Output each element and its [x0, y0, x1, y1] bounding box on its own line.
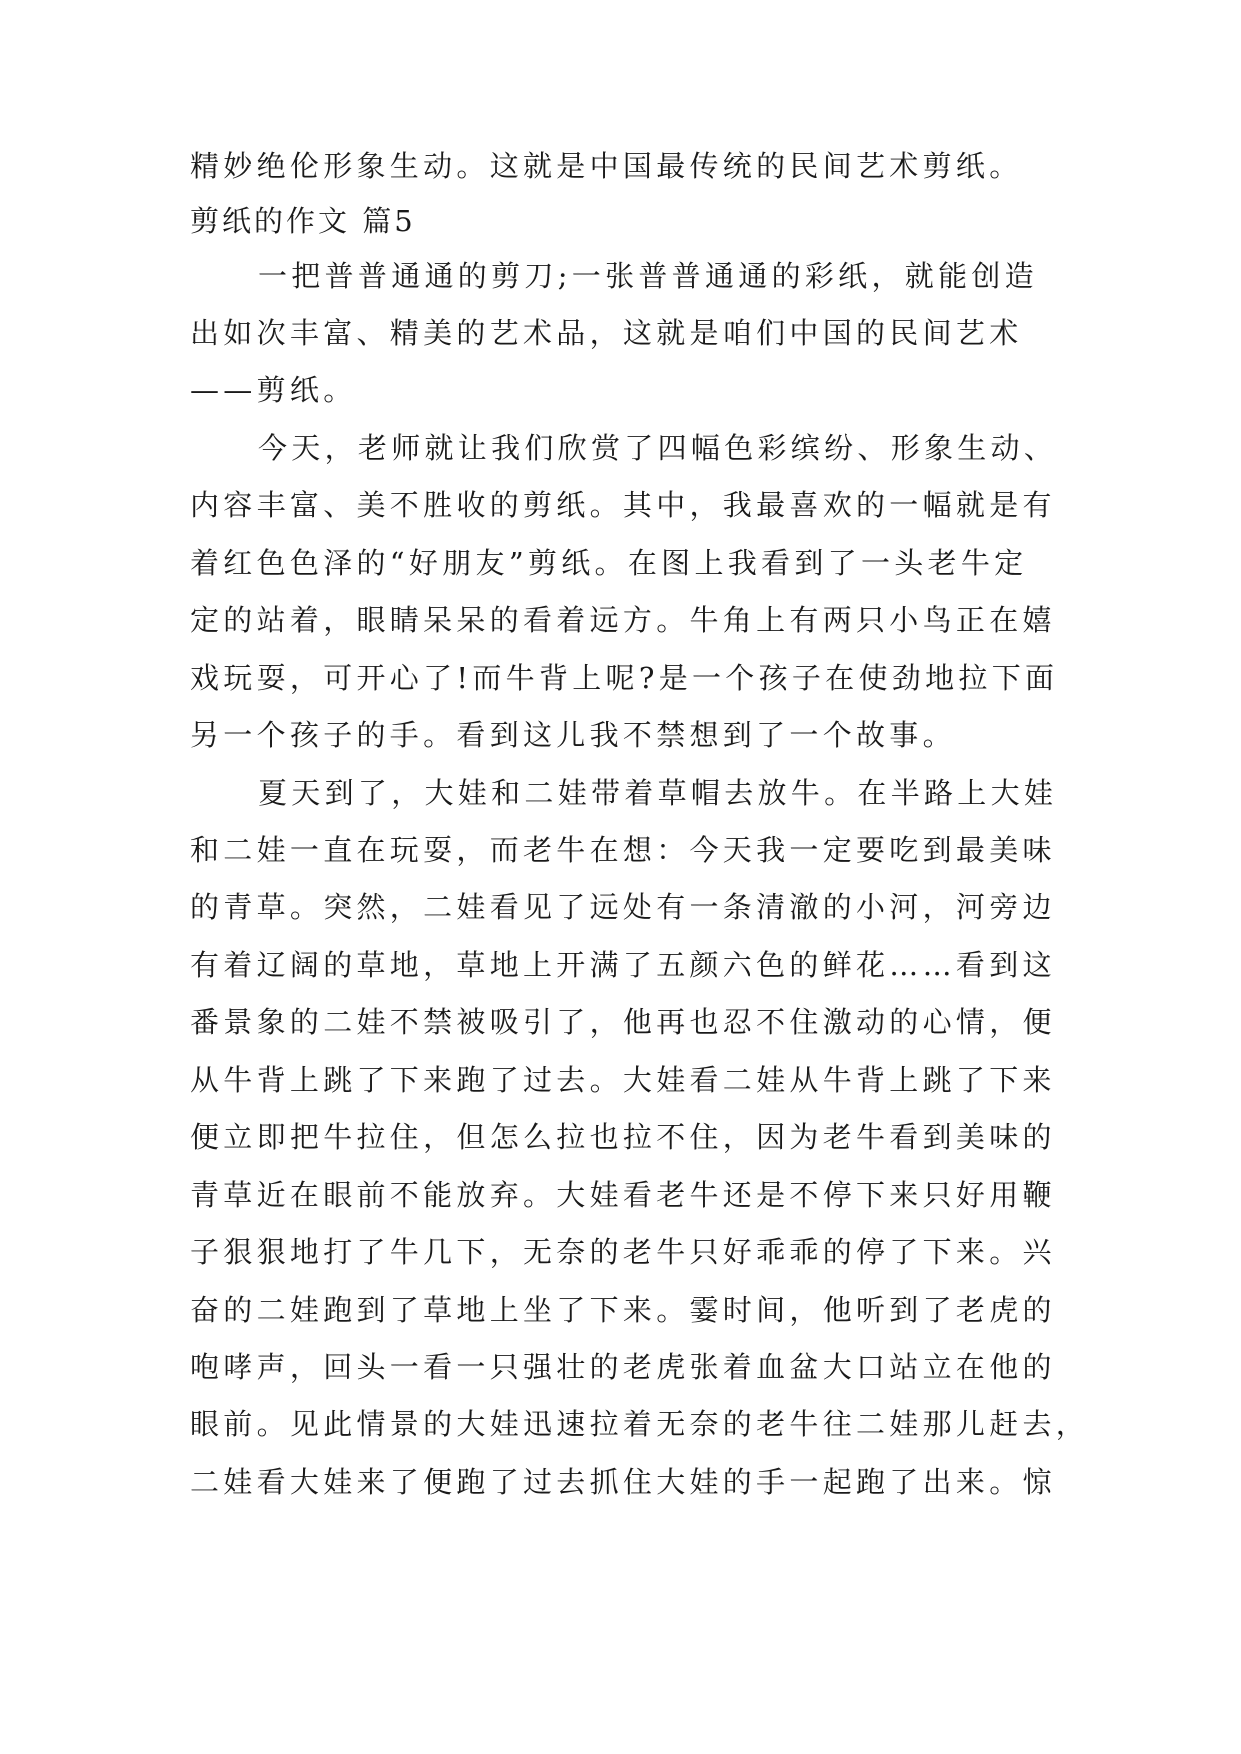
- paragraph-line: 有着辽阔的草地，草地上开满了五颜六色的鲜花……看到这: [190, 948, 1056, 982]
- paragraph-line: 咆哮声，回头一看一只强壮的老虎张着血盆大口站立在他的: [190, 1350, 1056, 1384]
- paragraph-line: 内容丰富、美不胜收的剪纸。其中，我最喜欢的一幅就是有: [190, 488, 1056, 522]
- paragraph-line: 二娃看大娃来了便跑了过去抓住大娃的手一起跑了出来。惊: [190, 1465, 1056, 1499]
- paragraph-line: 和二娃一直在玩耍，而老牛在想：今天我一定要吃到最美味: [190, 833, 1056, 867]
- paragraph-line: 定的站着，眼睛呆呆的看着远方。牛角上有两只小鸟正在嬉: [190, 603, 1056, 637]
- paragraph-line: 便立即把牛拉住，但怎么拉也拉不住，因为老牛看到美味的: [190, 1120, 1056, 1154]
- paragraph-line: 一把普普通通的剪刀;一张普普通通的彩纸，就能创造: [258, 259, 1038, 293]
- paragraph-line: 的青草。突然，二娃看见了远处有一条清澈的小河，河旁边: [190, 890, 1056, 924]
- section-heading: 剪纸的作文 篇5: [190, 204, 416, 238]
- paragraph-line: 夏天到了，大娃和二娃带着草帽去放牛。在半路上大娃: [258, 776, 1058, 810]
- paragraph-line: 戏玩耍，可开心了!而牛背上呢?是一个孩子在使劲地拉下面: [190, 661, 1059, 695]
- paragraph-line: 奋的二娃跑到了草地上坐了下来。霎时间，他听到了老虎的: [190, 1293, 1056, 1327]
- paragraph-line: 子狠狠地打了牛几下，无奈的老牛只好乖乖的停了下来。兴: [190, 1235, 1056, 1269]
- paragraph-line: 另一个孩子的手。看到这儿我不禁想到了一个故事。: [190, 718, 956, 752]
- paragraph-line: 今天，老师就让我们欣赏了四幅色彩缤纷、形象生动、: [258, 431, 1058, 465]
- paragraph-line: 番景象的二娃不禁被吸引了，他再也忍不住激动的心情，便: [190, 1005, 1056, 1039]
- paragraph-line: ——剪纸。: [190, 373, 357, 407]
- paragraph-line: 从牛背上跳了下来跑了过去。大娃看二娃从牛背上跳了下来: [190, 1063, 1056, 1097]
- paragraph-line: 出如次丰富、精美的艺术品，这就是咱们中国的民间艺术: [190, 316, 1023, 350]
- paragraph-line: 青草近在眼前不能放弃。大娃看老牛还是不停下来只好用鞭: [190, 1178, 1056, 1212]
- paragraph-line: 眼前。见此情景的大娃迅速拉着无奈的老牛往二娃那儿赶去，: [190, 1407, 1090, 1441]
- text-line: 精妙绝伦形象生动。这就是中国最传统的民间艺术剪纸。: [190, 149, 1023, 183]
- paragraph-line: 着红色色泽的“好朋友”剪纸。在图上我看到了一头老牛定: [190, 546, 1028, 580]
